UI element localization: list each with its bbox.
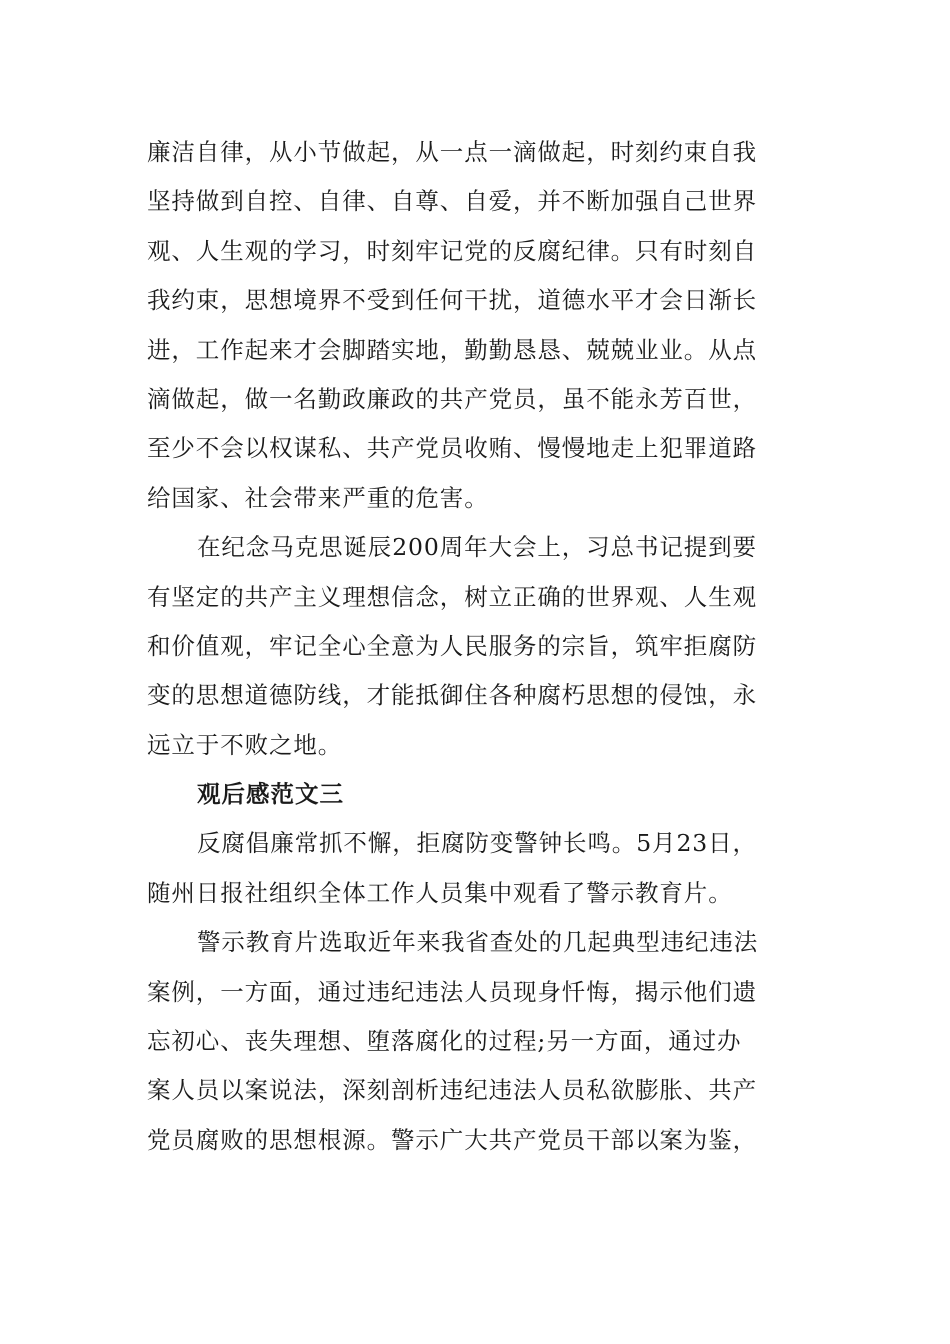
text-line: 和价值观，牢记全心全意为人民服务的宗旨，筑牢拒腐防 (147, 631, 757, 660)
text-line: 给国家、社会带来严重的危害。 (147, 483, 489, 512)
text-line: 至少不会以权谋私、共产党员收贿、慢慢地走上犯罪道路 (147, 434, 757, 463)
text-line: 变的思想道德防线，才能抵御住各种腐朽思想的侵蚀，永 (147, 681, 757, 710)
text-line: 廉洁自律，从小节做起，从一点一滴做起，时刻约束自我 (147, 138, 757, 166)
text-line: 滴做起，做一名勤政廉政的共产党员，虽不能永芳百世， (147, 384, 757, 413)
text-line: 案人员以案说法，深刻剖析违纪违法人员私欲膨胀、共产 (147, 1076, 757, 1105)
paragraph-start-line: 警示教育片选取近年来我省查处的几起典型违纪违法 (197, 928, 759, 957)
text-line: 忘初心、丧失理想、堕落腐化的过程;另一方面，通过办 (147, 1027, 742, 1056)
paragraph-start-line: 反腐倡廉常抓不懈，拒腐防变警钟长鸣。5月23日， (197, 829, 757, 858)
text-line: 随州日报社组织全体工作人员集中观看了警示教育片。 (147, 878, 733, 907)
document-body (147, 128, 787, 1165)
text-line: 坚持做到自控、自律、自尊、自爱，并不断加强自己世界 (147, 187, 757, 216)
section-heading: 观后感范文三 (197, 780, 344, 809)
text-line: 案例，一方面，通过违纪违法人员现身忏悔，揭示他们遗 (147, 977, 757, 1006)
text-line: 我约束，思想境界不受到任何干扰，道德水平才会日渐长 (147, 286, 757, 315)
paragraph-start-line: 在纪念马克思诞辰200周年大会上，习总书记提到要 (197, 533, 757, 562)
text-line: 远立于不败之地。 (147, 730, 343, 759)
text-line: 观、人生观的学习，时刻牢记党的反腐纪律。只有时刻自 (147, 236, 757, 265)
text-line: 党员腐败的思想根源。警示广大共产党员干部以案为鉴， (147, 1125, 757, 1154)
text-line: 有坚定的共产主义理想信念，树立正确的世界观、人生观 (147, 582, 757, 611)
text-line: 进，工作起来才会脚踏实地，勤勤恳恳、兢兢业业。从点 (147, 335, 757, 364)
